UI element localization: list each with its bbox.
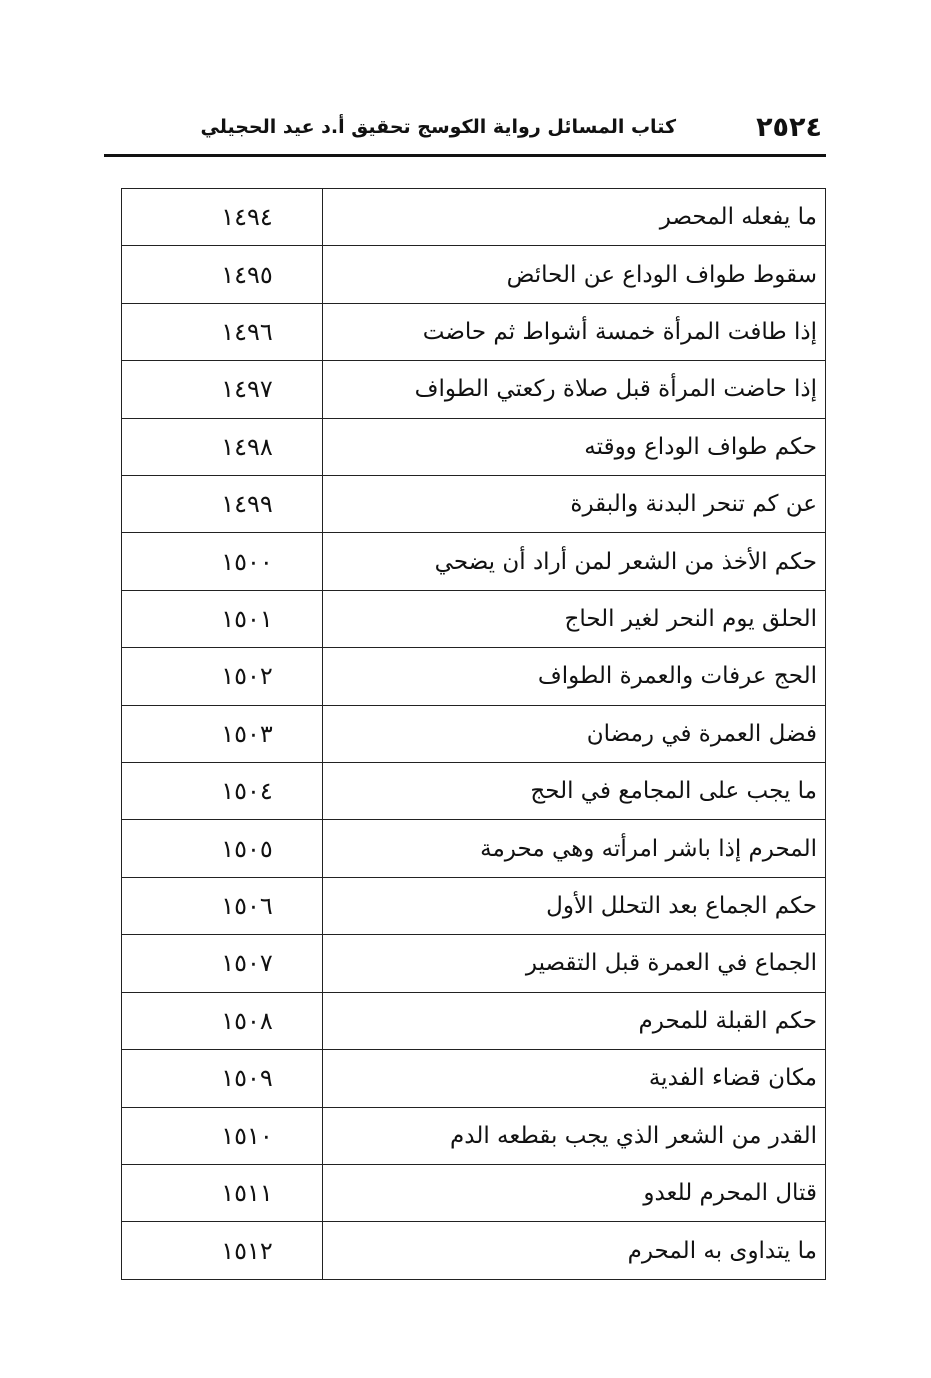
table-row <box>122 533 826 590</box>
issue-number-cell: ١٥٠٨ <box>122 992 323 1049</box>
topic-cell: حكم طواف الوداع ووقته <box>323 418 826 475</box>
issue-number-cell: ١٥٠٤ <box>122 763 323 820</box>
topic-cell: ما يجب على المجامع في الحج <box>323 763 826 820</box>
topic-cell: قتال المحرم للعدو <box>323 1164 826 1221</box>
table-row <box>122 303 826 360</box>
issue-number-cell: ١٤٩٧ <box>122 361 323 418</box>
book-title: كتاب المسائل رواية الكوسج تحقيق أ.د عيد الحجيلي <box>200 116 676 138</box>
issue-number-cell: ١٥٠٣ <box>122 705 323 762</box>
index-table <box>121 188 826 1280</box>
issue-number-cell: ١٥٠٧ <box>122 935 323 992</box>
topic-cell: ما يفعله المحصر <box>323 189 826 246</box>
topic-cell: إذا طافت المرأة خمسة أشواط ثم حاضت <box>323 303 826 360</box>
table-row <box>122 935 826 992</box>
topic-cell: عن كم تنحر البدنة والبقرة <box>323 476 826 533</box>
table-row <box>122 648 826 705</box>
topic-cell: المحرم إذا باشر امرأته وهي محرمة <box>323 820 826 877</box>
topic-cell: ما يتداوى به المحرم <box>323 1222 826 1280</box>
topic-cell: إذا حاضت المرأة قبل صلاة ركعتي الطواف <box>323 361 826 418</box>
topic-cell: القدر من الشعر الذي يجب بقطعه الدم <box>323 1107 826 1164</box>
table-row <box>122 1050 826 1107</box>
issue-number-cell: ١٥٠٥ <box>122 820 323 877</box>
table-row <box>122 590 826 647</box>
topic-cell: فضل العمرة في رمضان <box>323 705 826 762</box>
table-row <box>122 1107 826 1164</box>
table-row <box>122 705 826 762</box>
issue-number-cell: ١٤٩٨ <box>122 418 323 475</box>
table-row <box>122 992 826 1049</box>
table-row <box>122 763 826 820</box>
table-row <box>122 820 826 877</box>
index-table-body <box>122 189 826 1280</box>
table-row <box>122 418 826 475</box>
issue-number-cell: ١٤٩٤ <box>122 189 323 246</box>
issue-number-cell: ١٥١٢ <box>122 1222 323 1280</box>
issue-number-cell: ١٤٩٩ <box>122 476 323 533</box>
issue-number-cell: ١٥٠٩ <box>122 1050 323 1107</box>
issue-number-cell: ١٥١٠ <box>122 1107 323 1164</box>
table-row <box>122 1222 826 1280</box>
page-header <box>104 108 826 157</box>
issue-number-cell: ١٤٩٥ <box>122 246 323 303</box>
issue-number-cell: ١٥١١ <box>122 1164 323 1221</box>
issue-number-cell: ١٤٩٦ <box>122 303 323 360</box>
topic-cell: حكم الأخذ من الشعر لمن أراد أن يضحي <box>323 533 826 590</box>
topic-cell: الحج عرفات والعمرة الطواف <box>323 648 826 705</box>
page-number: ٢٥٢٤ <box>756 112 822 143</box>
table-row <box>122 877 826 934</box>
issue-number-cell: ١٥٠٦ <box>122 877 323 934</box>
table-row <box>122 476 826 533</box>
topic-cell: حكم القبلة للمحرم <box>323 992 826 1049</box>
issue-number-cell: ١٥٠١ <box>122 590 323 647</box>
table-row <box>122 246 826 303</box>
topic-cell: سقوط طواف الوداع عن الحائض <box>323 246 826 303</box>
table-row <box>122 189 826 246</box>
topic-cell: مكان قضاء الفدية <box>323 1050 826 1107</box>
topic-cell: الحلق يوم النحر لغير الحاج <box>323 590 826 647</box>
topic-cell: الجماع في العمرة قبل التقصير <box>323 935 826 992</box>
topic-cell: حكم الجماع بعد التحلل الأول <box>323 877 826 934</box>
issue-number-cell: ١٥٠٢ <box>122 648 323 705</box>
table-row <box>122 361 826 418</box>
table-row <box>122 1164 826 1221</box>
issue-number-cell: ١٥٠٠ <box>122 533 323 590</box>
